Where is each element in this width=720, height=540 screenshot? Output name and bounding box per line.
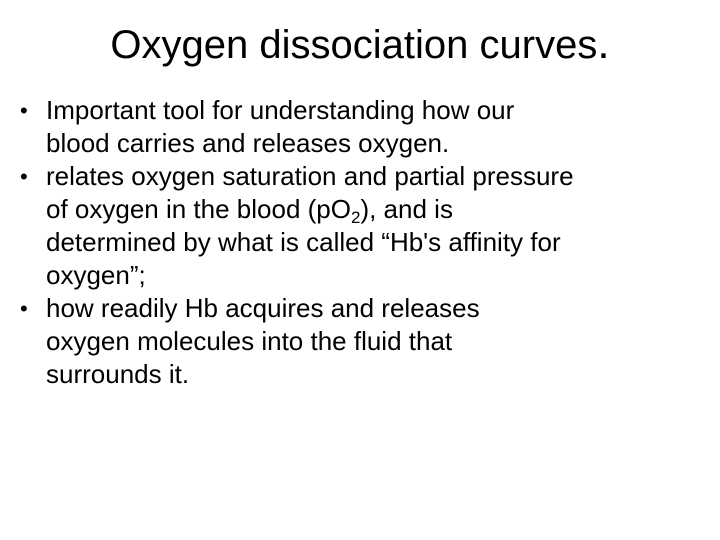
bullet-2-line-1: relates oxygen saturation and partial pressure	[46, 161, 574, 191]
bullet-2-line-3: determined by what is called “Hb's affinity for	[46, 227, 561, 257]
bullet-item-2	[20, 160, 710, 292]
bullet-2-line-4: oxygen”;	[46, 260, 146, 290]
bullet-marker: •	[20, 296, 28, 321]
slide-title-text: Oxygen dissociation curves	[110, 23, 598, 67]
bullet-2-line-2-end: ), and is	[360, 194, 453, 224]
subscript-2: 2	[350, 208, 361, 227]
bullet-3-line-2: oxygen molecules into the fluid that	[46, 326, 453, 356]
bullet-3-line-1: how readily Hb acquires and releases	[46, 293, 480, 323]
bullet-2-line-2	[46, 193, 710, 226]
bullet-item-1	[20, 94, 710, 160]
bullet-2-line-2-start: of oxygen in the blood (pO	[46, 194, 351, 224]
bullet-1-line-2: blood carries and releases oxygen.	[46, 128, 450, 158]
bullet-item-3	[20, 292, 710, 391]
bullet-1-line-1: Important tool for understanding how our	[46, 95, 515, 125]
slide-title-period: .	[597, 19, 610, 68]
slide-title	[0, 18, 720, 71]
bullet-marker: •	[20, 98, 28, 123]
bullet-3-line-3: surrounds it.	[46, 359, 190, 389]
bullet-list	[20, 94, 710, 391]
bullet-marker: •	[20, 164, 28, 189]
